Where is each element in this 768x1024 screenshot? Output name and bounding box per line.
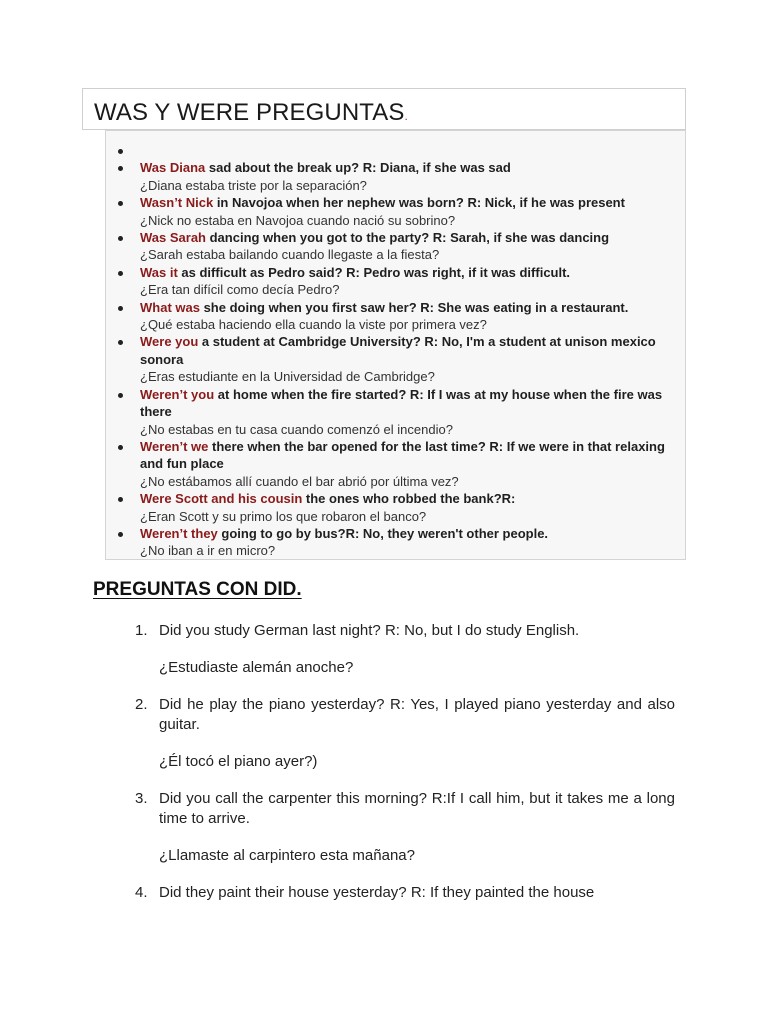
list-item xyxy=(106,264,685,299)
translation: ¿Qué estaba haciendo ella cuando la viste por primera vez? xyxy=(140,317,487,333)
bullet-icon xyxy=(118,149,123,154)
question xyxy=(140,264,685,281)
list-item xyxy=(106,333,685,385)
bullet-icon xyxy=(118,236,123,241)
bullet-icon xyxy=(118,445,123,450)
list-item xyxy=(106,229,685,264)
item-number: 2. xyxy=(135,696,148,713)
translation: ¿Eran Scott y su primo los que robaron el banco? xyxy=(140,508,427,524)
question-rest: as difficult as Pedro said? R: Pedro was right, if it was difficult. xyxy=(177,264,571,280)
question xyxy=(140,333,685,368)
bullet-icon xyxy=(118,306,123,311)
question-highlight: Were Scott and his cousin xyxy=(140,491,303,507)
question-highlight: Weren’t we xyxy=(140,438,209,454)
list-item xyxy=(106,525,685,560)
question: Did you call the carpenter this morning? R:If I call him, but it takes me a long time to arrive. xyxy=(159,790,675,827)
question-rest: she doing when you first saw her? R: She was eating in a restaurant. xyxy=(199,299,629,315)
question xyxy=(140,525,685,542)
item-number: 1. xyxy=(135,622,148,639)
question-rest: at home when the fire started? R: If I was at my house when the fire was there xyxy=(140,386,663,420)
question: Did they paint their house yesterday? R: If they painted the house xyxy=(159,884,595,901)
title-box xyxy=(82,88,686,130)
list-item xyxy=(106,299,685,334)
translation: ¿No iban a ir en micro? xyxy=(140,543,276,559)
question-highlight: Weren’t they xyxy=(140,525,218,541)
page-title: WAS Y WERE PREGUNTAS xyxy=(94,99,405,126)
question-highlight: What was xyxy=(140,299,200,315)
question xyxy=(140,159,685,176)
question-highlight: Was Sarah xyxy=(140,230,206,246)
question xyxy=(140,438,685,473)
translation: ¿Diana estaba triste por la separación? xyxy=(140,177,367,193)
question xyxy=(140,299,685,316)
translation: ¿Nick no estaba en Navojoa cuando nació su sobrino? xyxy=(140,212,456,228)
item-number: 4. xyxy=(135,884,148,901)
bullet-icon xyxy=(118,201,123,206)
question-rest: dancing when you got to the party? R: Sarah, if she was dancing xyxy=(206,230,610,246)
bullet-icon xyxy=(118,166,123,171)
list-item xyxy=(106,142,685,159)
list-item xyxy=(106,386,685,438)
question-highlight: Wasn’t Nick xyxy=(140,195,214,211)
question xyxy=(140,490,685,507)
translation: ¿Eras estudiante en la Universidad de Cambridge? xyxy=(140,369,435,385)
translation: ¿No estabas en tu casa cuando comenzó el incendio? xyxy=(140,421,453,437)
bullet-icon xyxy=(118,532,123,537)
bullet-icon xyxy=(118,497,123,502)
was-were-box xyxy=(105,130,686,560)
list-item xyxy=(106,438,685,490)
list-item xyxy=(106,194,685,229)
translation: ¿Era tan difícil como decía Pedro? xyxy=(140,282,340,298)
translation: ¿Llamaste al carpintero esta mañana? xyxy=(159,847,415,864)
question: Did he play the piano yesterday? R: Yes, I played piano yesterday and also guitar. xyxy=(159,696,675,733)
question-rest: sad about the break up? R: Diana, if she was sad xyxy=(205,160,511,176)
did-section-heading: PREGUNTAS CON DID. xyxy=(93,579,302,600)
was-were-list xyxy=(106,142,685,560)
bullet-icon xyxy=(118,271,123,276)
question-highlight: Were you xyxy=(140,334,199,350)
question-rest: the ones who robbed the bank?R: xyxy=(302,491,516,507)
bullet-icon xyxy=(118,340,123,345)
title-dot: . xyxy=(404,109,408,123)
question-highlight: Was Diana xyxy=(140,160,206,176)
list-item xyxy=(106,490,685,525)
question-rest: a student at Cambridge University? R: No, I'm a student at unison mexico sonora xyxy=(140,334,656,367)
question-highlight: Weren’t you xyxy=(140,386,215,402)
question xyxy=(140,229,685,246)
question-highlight: Was it xyxy=(140,264,178,280)
question: Did you study German last night? R: No, but I do study English. xyxy=(159,622,580,639)
translation: ¿Estudiaste alemán anoche? xyxy=(159,659,354,676)
translation: ¿Sarah estaba bailando cuando llegaste a la fiesta? xyxy=(140,247,440,263)
translation: ¿No estábamos allí cuando el bar abrió por última vez? xyxy=(140,473,459,489)
item-number: 3. xyxy=(135,790,148,807)
translation: ¿Él tocó el piano ayer?) xyxy=(159,753,318,770)
question-rest: in Navojoa when her nephew was born? R: Nick, if he was present xyxy=(213,195,625,211)
question xyxy=(140,194,685,211)
list-item xyxy=(106,159,685,194)
question-rest: going to go by bus?R: No, they weren't other people. xyxy=(217,525,549,541)
question-rest: there when the bar opened for the last time? R: If we were in that relaxing and fun place xyxy=(140,438,665,472)
bullet-icon xyxy=(118,393,123,398)
question xyxy=(140,386,685,421)
